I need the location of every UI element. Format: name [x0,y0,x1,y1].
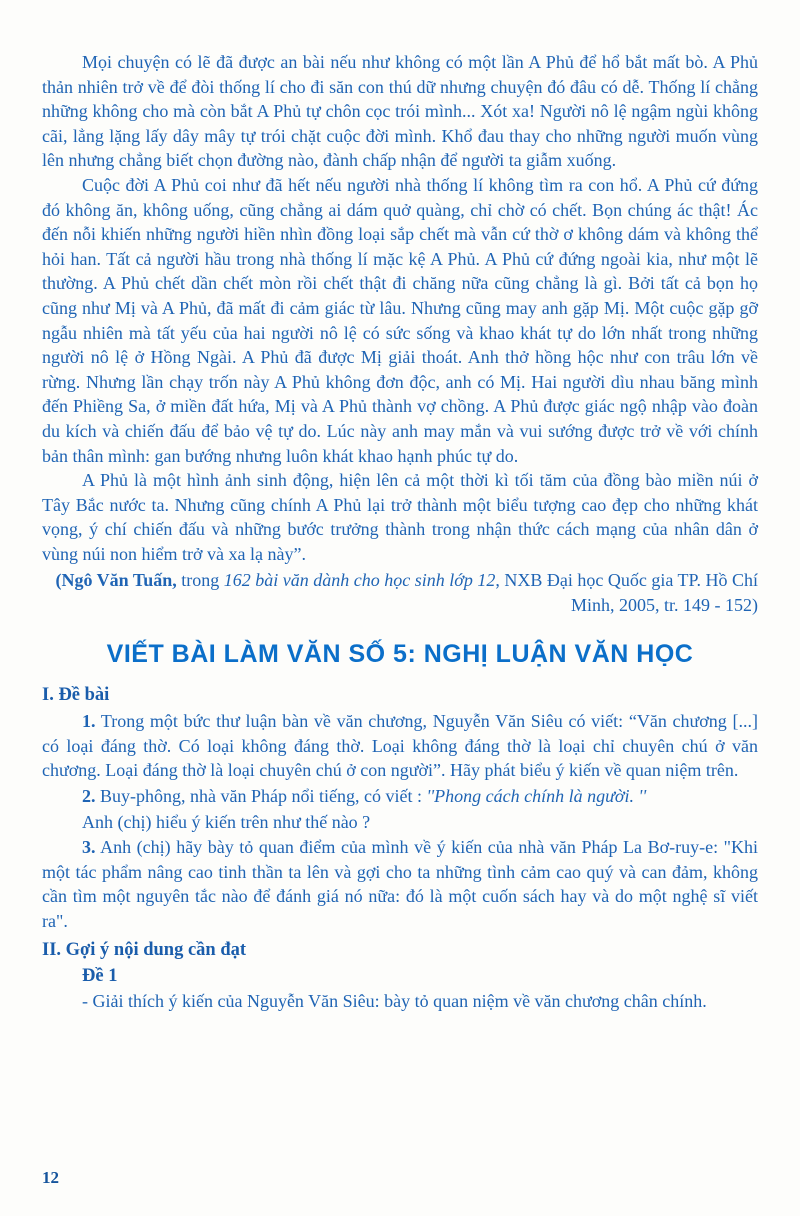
question-2 [42,784,758,809]
section-heading-de-bai: I. Đề bài [42,684,110,705]
question-1-text: Trong một bức thư luận bàn về văn chương, Nguyễn Văn Siêu có viết: “Văn chương [...] có loại đáng thờ. Có loại không đáng thờ. Loại không đáng thờ là loại chỉ chuyên chú ở văn chương. Loại đáng thờ là loại chuyên chú ở con người”. Hãy phát biểu ý kiến về quan niệm trên. [42,711,758,781]
question-3-number: 3. [82,837,96,858]
lesson-title: VIẾT BÀI LÀM VĂN SỐ 5: NGHỊ LUẬN VĂN HỌC [106,639,694,668]
essay-paragraph-1: Mọi chuyện có lẽ đã được an bài nếu như không có một lần A Phủ để hổ bắt mất bò. A Phủ thản nhiên trở về để đòi thống lí cho đi săn con thú dữ nhưng chuyện đó đâu có dễ. Thống lí chẳng những không cho mà còn bắt A Phủ tự chôn cọc trói mình... Xót xa! Người nô lệ ngậm ngùi không cãi, lẳng lặng lấy dây mây tự trói chặt cuộc đời mình. Khổ đau thay cho những người muốn vùng lên nhưng chẳng biết chọn đường nào, đành chấp nhận để người ta giẫm xuống. [42,52,758,171]
essay-paragraph-3: A Phủ là một hình ảnh sinh động, hiện lên cả một thời kì tối tăm của đồng bào miền núi ở Tây Bắc nước ta. Nhưng cũng chính A Phủ lại trở thành một biểu tượng cao đẹp cho những khát vọng, ý chí chiến đấu và những bước trưởng thành trong nhận thức cách mạng của nhân dân ở vùng núi non hiểm trở và xa lạ này”. [42,470,758,564]
essay-paragraph-2: Cuộc đời A Phủ coi như đã hết nếu người nhà thống lí không tìm ra con hổ. A Phủ cứ đứng đó không ăn, không uống, cũng chẳng ai dám quở quàng, chỉ chờ có chết. Bọn chúng ác thật! Ác đến nỗi khiến những người hiền nhìn đồng loại sắp chết mà vẫn cứ thờ ơ không dám và không thể hỏi han. Tất cả người hầu trong nhà thống lí mặc kệ A Phủ. A Phủ cứ đứng ngoài kia, như một lẽ thường. A Phủ chết dần chết mòn rồi chết thật đi chăng nữa cũng chẳng là gì. Bởi tất cả bọn họ cũng như Mị và A Phủ, đã mất đi cảm giác từ lâu. Nhưng cũng may anh gặp Mị. Một cuộc gặp gỡ ngẫu nhiên mà tất yếu của hai người nô lệ có sức sống và khao khát tự do lớn nhất trong những người nô lệ ở Hồng Ngài. A Phủ đã được Mị giải thoát. Anh thở hồng hộc như con trâu lớn về rừng. Nhưng lần chạy trốn này A Phủ không đơn độc, anh có Mị. Hai người dìu nhau băng mình đến Phiềng Sa, ở miền đất hứa, Mị và A Phủ thành vợ chồng. A Phủ được giác ngộ nhập vào đoàn du kích và chiến đấu để bảo vệ tự do. Lúc này anh may mắn và vui sướng được trở về với chính bản thân mình: gan bướng nhưng luôn khát khao hạnh phúc tự do. [42,174,758,466]
question-2-text: Buy-phông, nhà văn Pháp nổi tiếng, có viết : [100,786,427,807]
attribution-author: (Ngô Văn Tuấn, [55,570,177,591]
attribution-mid: trong [176,570,224,591]
question-1 [42,709,758,783]
attribution-source-title: 162 bài văn dành cho học sinh lớp 12 [223,570,496,591]
question-2-followup: Anh (chị) hiểu ý kiến trên như thế nào ? [82,811,371,832]
topic-1-point: - Giải thích ý kiến của Nguyễn Văn Siêu: bày tỏ quan niệm về văn chương chân chính. [82,990,707,1011]
topic-1-heading: Đề 1 [82,966,118,987]
question-3 [42,835,758,933]
question-1-number: 1. [82,711,96,732]
question-2-quote: ''Phong cách chính là người. '' [426,786,647,807]
page-content [42,50,758,1013]
page-number: 12 [42,1168,59,1187]
question-2-number: 2. [82,786,96,807]
question-3-text: Anh (chị) hãy bày tỏ quan điểm của mình về ý kiến của nhà văn Pháp La Bơ-ruy-e: "Khi một tác phẩm nâng cao tinh thần ta lên và gợi cho ta những tình cảm cao quý và can đảm, không cần tìm một nguyên tắc nào để đánh giá nó nữa: đó là một cuốn sách hay và do một nghệ sĩ viết ra". [42,837,758,931]
section-heading-goi-y: II. Gợi ý nội dung cần đạt [42,939,247,960]
attribution-publisher: , NXB Đại học Quốc gia TP. Hồ Chí Minh, 2005, tr. 149 - 152) [495,570,758,616]
attribution [42,568,758,617]
